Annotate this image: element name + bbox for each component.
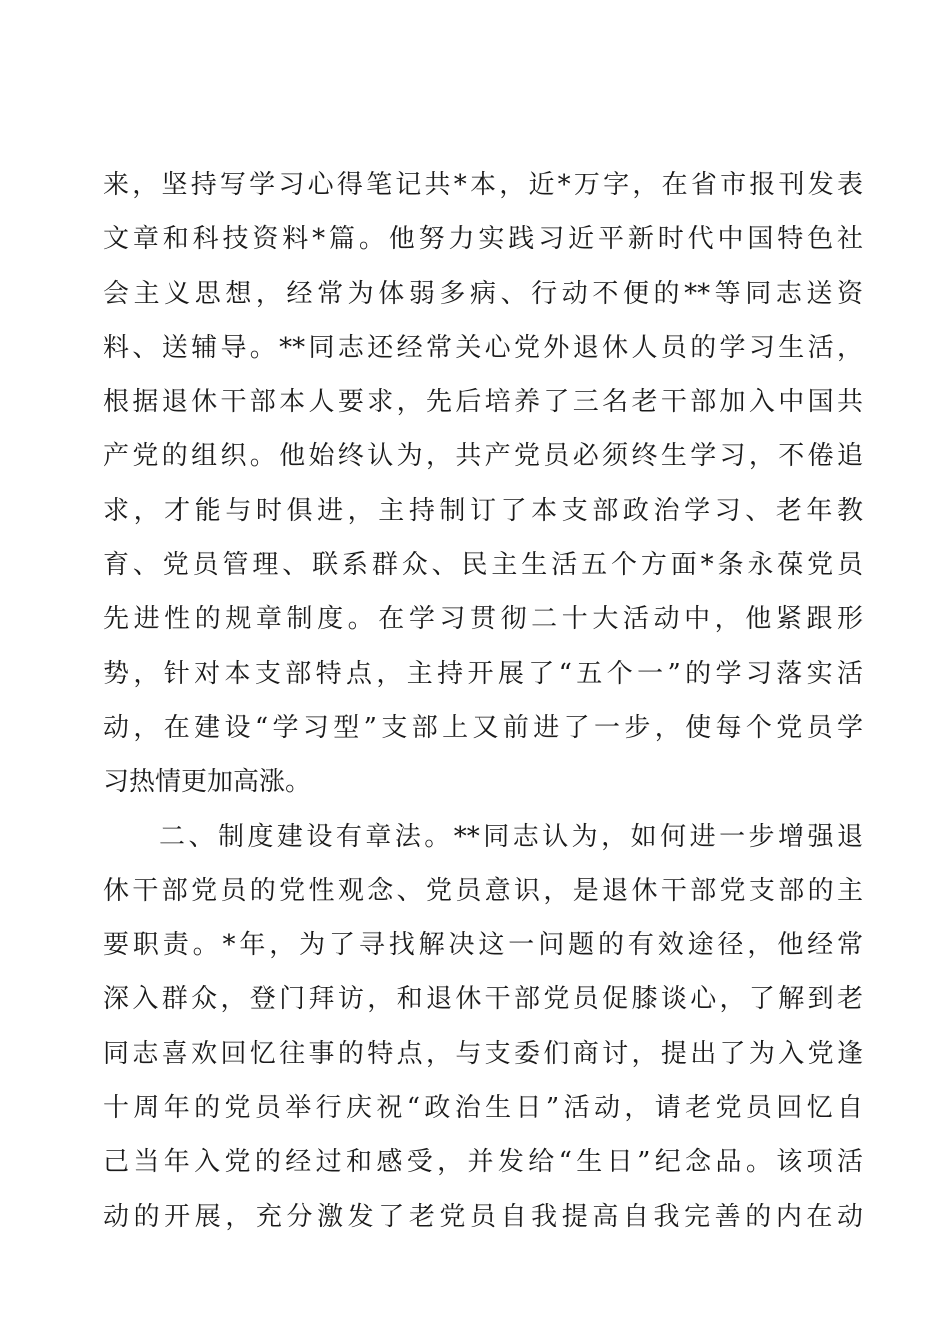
text-line: 十周年的党员举行庆祝“政治生日”活动，请老党员回忆自	[103, 1093, 863, 1124]
section-heading-line: 二、制度建设有章法。**同志认为，如何进一步增强退	[159, 821, 863, 852]
text-line: 料、送辅导。**同志还经常关心党外退休人员的学习生活，	[103, 332, 863, 363]
text-line: 来，坚持写学习心得笔记共*本，近*万字，在省市报刊发表	[103, 170, 863, 200]
text-line: 先进性的规章制度。在学习贯彻二十大活动中，他紧跟形	[103, 604, 863, 635]
text-line: 休干部党员的党性观念、党员意识，是退休干部党支部的主	[103, 875, 863, 906]
text-line: 动的开展，充分激发了老党员自我提高自我完善的内在动	[103, 1201, 863, 1232]
text-line: 育、党员管理、联系群众、民主生活五个方面*条永葆党员	[103, 550, 863, 581]
text-line: 根据退休干部本人要求，先后培养了三名老干部加入中国共	[103, 387, 863, 418]
text-line: 势，针对本支部特点，主持开展了“五个一”的学习落实活	[103, 658, 863, 689]
text-line: 己当年入党的经过和感受，并发给“生日”纪念品。该项活	[103, 1147, 863, 1178]
text-line: 求，才能与时俱进，主持制订了本支部政治学习、老年教	[103, 495, 863, 526]
paragraph-end-line: 习热情更加高涨。	[103, 767, 312, 798]
text-line: 同志喜欢回忆往事的特点，与支委们商讨，提出了为入党逢	[103, 1038, 863, 1069]
text-line: 动，在建设“学习型”支部上又前进了一步，使每个党员学	[103, 712, 863, 743]
text-line: 会主义思想，经常为体弱多病、行动不便的**等同志送资	[103, 278, 863, 309]
body-text	[103, 158, 863, 1244]
text-line: 要职责。*年，为了寻找解决这一问题的有效途径，他经常	[103, 930, 863, 961]
text-line: 深入群众，登门拜访，和退休干部党员促膝谈心，了解到老	[103, 984, 863, 1015]
text-line: 文章和科技资料*篇。他努力实践习近平新时代中国特色社	[103, 224, 863, 255]
text-line: 产党的组织。他始终认为，共产党员必须终生学习，不倦追	[103, 441, 863, 472]
